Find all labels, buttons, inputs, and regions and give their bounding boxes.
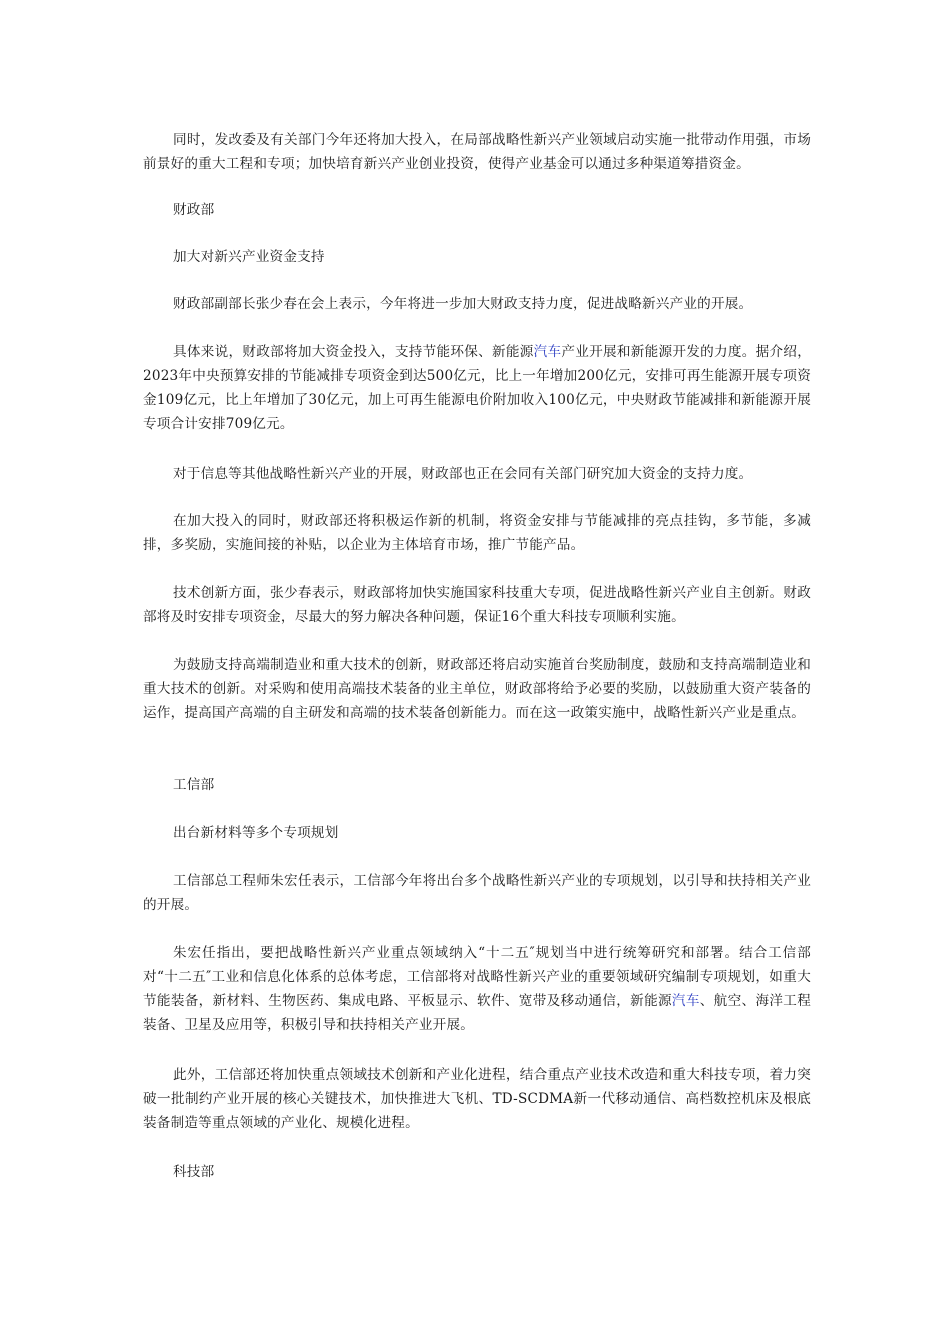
paragraph-twelfth-five-year-plan (143, 941, 811, 1037)
paragraph-information-industry: 对于信息等其他战略性新兴产业的开展，财政部也正在会同有关部门研究加大资金的支持力度。 (173, 466, 753, 482)
paragraph-funding-details (143, 340, 811, 436)
paragraph-vice-minister-statement: 财政部副部长张少春在会上表示，今年将进一步加大财政支持力度，促进战略新兴产业的开展。 (173, 296, 753, 312)
section-heading-ministry-of-finance: 财政部 (173, 202, 215, 218)
section-heading-miit: 工信部 (173, 777, 215, 793)
subheading-special-plans: 出台新材料等多个专项规划 (173, 825, 339, 841)
paragraph-twelfth-five-year-plan-text-b: 、航空、海洋工程装备、卫星及应用等，积极引导和扶持相关产业开展。 (143, 993, 811, 1033)
paragraph-funding-details-text-b: 产业开展和新能源开发的力度。据介绍，2023年中央预算安排的节能减排专项资金到达500亿元，比上一年增加200亿元，安排可再生能源开展专项资金109亿元，比上年增加了30亿元，加上可再生能源电价附加收入100亿元，中央财政节能减排和新能源开展专项合计安排709亿元。 (143, 344, 811, 432)
paragraph-industrialization-progress: 此外，工信部还将加快重点领域技术创新和产业化进程，结合重点产业技术改造和重大科技专项，着力突破一批制约产业开展的核心关键技术，加快推进大飞机、TD-SCDMA新一代移动通信、高档数控机床及根底装备制造等重点领域的产业化、规模化进程。 (143, 1067, 811, 1131)
paragraph-tech-innovation: 技术创新方面，张少春表示，财政部将加快实施国家科技重大专项，促进战略性新兴产业自主创新。财政部将及时安排专项资金，尽最大的努力解决各种问题，保证16个重大科技专项顺利实施。 (143, 585, 811, 625)
paragraph-investment-intro: 同时，发改委及有关部门今年还将加大投入，在局部战略性新兴产业领域启动实施一批带动作用强，市场前景好的重大工程和专项；加快培育新兴产业创业投资，使得产业基金可以通过多种渠道筹措资金。 (143, 132, 811, 172)
auto-link[interactable]: 汽车 (533, 344, 562, 360)
auto-link[interactable]: 汽车 (671, 993, 700, 1009)
paragraph-funding-details-text-a: 具体来说，财政部将加大资金投入，支持节能环保、新能源 (173, 344, 534, 360)
paragraph-first-unit-reward: 为鼓励支持高端制造业和重大技术的创新，财政部还将启动实施首台奖励制度，鼓励和支持高端制造业和重大技术的创新。对采购和使用高端技术装备的业主单位，财政部将给予必要的奖励，以鼓励重大资产装备的运作，提高国产高端的自主研发和高端的技术装备创新能力。而在这一政策实施中，战略性新兴产业是重点。 (143, 657, 811, 721)
paragraph-twelfth-five-year-plan-text-a: 朱宏任指出，要把战略性新兴产业重点领域纳入“十二五″规划当中进行统筹研究和部署。结合工信部对“十二五″工业和信息化体系的总体考虑，工信部将对战略性新兴产业的重要领域研究编制专项规划，如重大节能装备，新材料、生物医药、集成电路、平板显示、软件、宽带及移动通信，新能源 (143, 945, 811, 1009)
paragraph-new-mechanism: 在加大投入的同时，财政部还将积极运作新的机制，将资金安排与节能减排的亮点挂钩，多节能，多减排，多奖励，实施间接的补贴，以企业为主体培育市场，推广节能产品。 (143, 513, 811, 553)
paragraph-chief-engineer-statement: 工信部总工程师朱宏任表示，工信部今年将出台多个战略性新兴产业的专项规划，以引导和扶持相关产业的开展。 (143, 873, 811, 913)
subheading-finance-support: 加大对新兴产业资金支持 (173, 249, 325, 265)
section-heading-most: 科技部 (173, 1164, 215, 1180)
